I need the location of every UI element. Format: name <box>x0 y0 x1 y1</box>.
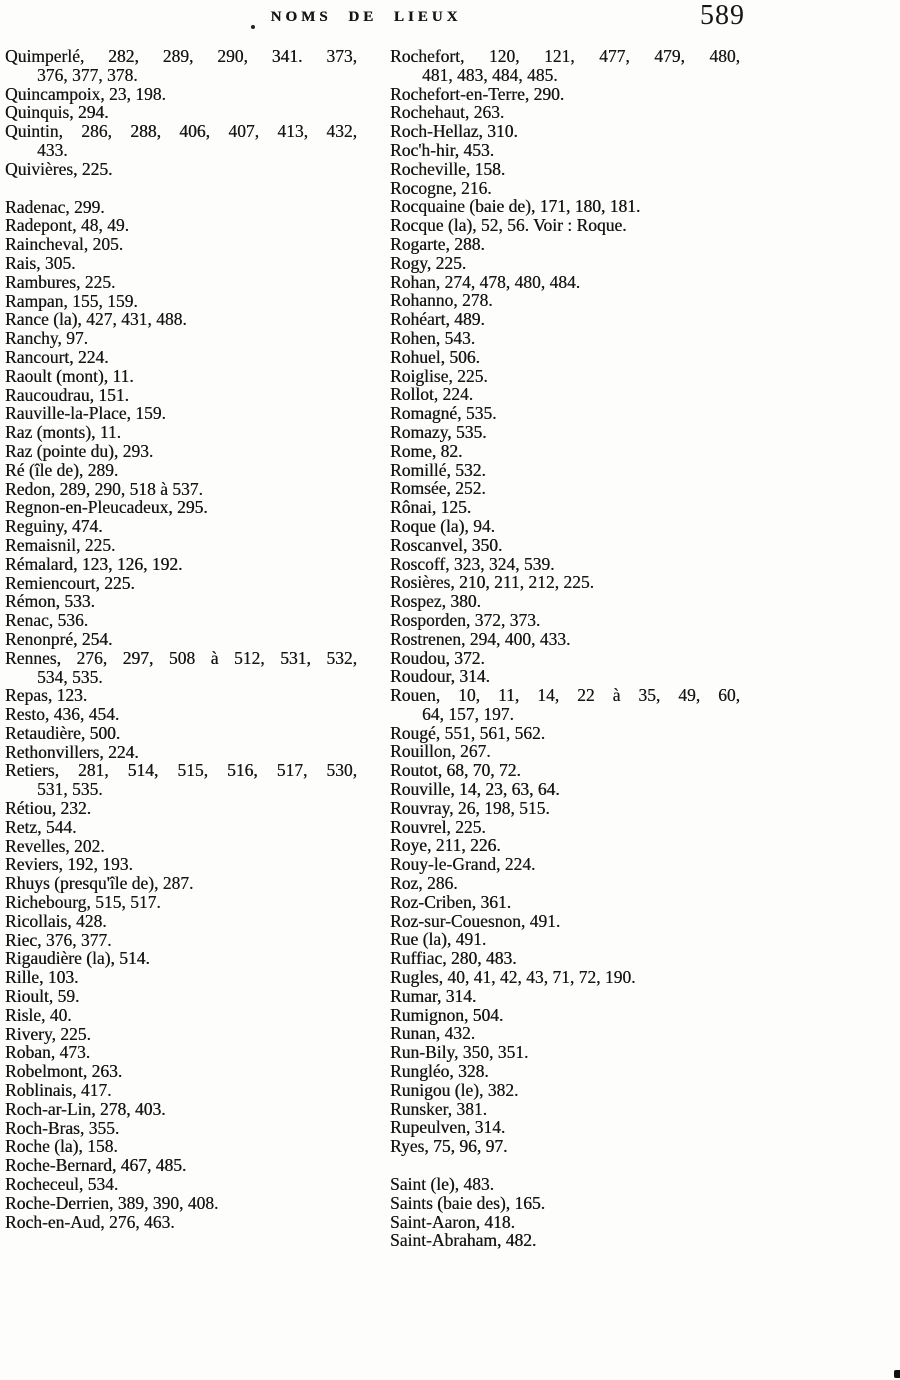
index-entry-line: Rouville, 14, 23, 63, 64. <box>390 779 560 800</box>
index-column-right <box>390 47 740 1250</box>
index-entry-line: Radenac, 299. <box>5 196 105 217</box>
index-entry-line: Rouy-le-Grand, 224. <box>390 854 536 875</box>
index-entry-line: Roban, 473. <box>5 1042 91 1063</box>
index-entry <box>390 310 740 329</box>
index-entry <box>5 480 357 499</box>
index-entry <box>5 536 357 555</box>
index-entry <box>390 103 740 122</box>
index-entry <box>390 592 740 611</box>
index-entry <box>5 686 357 705</box>
index-entry-line: Quintin, 286, 288, 406, 407, 413, 432, <box>5 121 357 142</box>
index-entry <box>390 291 740 310</box>
index-entry <box>5 103 357 122</box>
index-entry <box>5 893 357 912</box>
index-entry-line: Rochefort-en-Terre, 290. <box>390 83 565 104</box>
index-entry-line: Roc'h-hir, 453. <box>390 139 495 160</box>
ink-speck <box>251 25 255 29</box>
index-entry <box>5 724 357 743</box>
index-entry-line: Roch-Hellaz, 310. <box>390 121 518 142</box>
index-entry <box>390 479 740 498</box>
index-entry-line: Ryes, 75, 96, 97. <box>390 1136 508 1157</box>
index-entry-line: Renonpré, 254. <box>5 628 113 649</box>
index-entry-line: Rohanno, 278. <box>390 290 493 311</box>
index-entry <box>5 1156 357 1175</box>
index-entry-line: Rampan, 155, 159. <box>5 290 138 311</box>
index-entry-line: Rumar, 314. <box>390 985 477 1006</box>
index-entry <box>5 1043 357 1062</box>
index-entry <box>390 216 740 235</box>
index-entry <box>390 536 740 555</box>
index-entry-line: Rue (la), 491. <box>390 929 487 950</box>
index-entry <box>5 85 357 104</box>
index-entry-line: Rouillon, 267. <box>390 741 491 762</box>
index-entry <box>5 1194 357 1213</box>
index-entry-line: Saint-Abraham, 482. <box>390 1230 537 1251</box>
index-entry <box>5 592 357 611</box>
index-entry-line: Retaudière, 500. <box>5 722 121 743</box>
index-entry <box>390 442 740 461</box>
index-entry <box>390 555 740 574</box>
index-entry <box>390 1194 740 1213</box>
index-entry <box>390 611 740 630</box>
index-entry-line: Rogy, 225. <box>390 252 467 273</box>
index-entry-line: Retiers, 281, 514, 515, 516, 517, 530, <box>5 760 357 781</box>
index-entry <box>390 329 740 348</box>
index-entry-line: Rille, 103. <box>5 967 79 988</box>
index-entry <box>5 855 357 874</box>
index-entry-line: Reguiny, 474. <box>5 516 103 537</box>
index-entry <box>390 1137 740 1156</box>
index-entry-line: Rohuel, 506. <box>390 346 480 367</box>
index-entry-line: Runsker, 381. <box>390 1098 488 1119</box>
index-entry-line: Quivières, 225. <box>5 158 113 179</box>
index-entry-line: Rouen, 10, 11, 14, 22 à 35, 49, 60, <box>390 685 740 706</box>
index-entry-line: Rochefort, 120, 121, 477, 479, 480, <box>390 46 740 66</box>
index-entry <box>390 742 740 761</box>
index-entry-line: Roch-ar-Lin, 278, 403. <box>5 1098 166 1119</box>
index-entry-line: Rivery, 225. <box>5 1023 91 1044</box>
index-entry <box>5 574 357 593</box>
index-entry <box>390 667 740 686</box>
index-entry <box>390 1043 740 1062</box>
index-entry-line: Rance (la), 427, 431, 488. <box>5 309 187 330</box>
index-entry-line: Quincampoix, 23, 198. <box>5 83 166 104</box>
index-entry-line: 64, 157, 197. <box>422 703 514 724</box>
index-entry <box>5 1119 357 1138</box>
index-entry-line: Rostrenen, 294, 400, 433. <box>390 628 571 649</box>
index-entry <box>5 273 357 292</box>
index-entry <box>390 1175 740 1194</box>
index-entry <box>5 498 357 517</box>
index-entry-line: Runigou (le), 382. <box>390 1079 519 1100</box>
index-entry <box>390 197 740 216</box>
index-entry-line: Rocquaine (baie de), 171, 180, 181. <box>390 196 641 217</box>
index-entry <box>5 1175 357 1194</box>
index-entry-line: Romsée, 252. <box>390 478 486 499</box>
index-entry-line: Roblinais, 417. <box>5 1080 112 1101</box>
index-entry <box>5 329 357 348</box>
index-entry-line: Rungléo, 328. <box>390 1061 489 1082</box>
index-entry <box>390 517 740 536</box>
index-entry-line: Repas, 123. <box>5 685 88 706</box>
index-entry <box>5 442 357 461</box>
index-entry <box>390 1024 740 1043</box>
index-entry-line: Roudour, 314. <box>390 666 490 687</box>
index-entry-line: Rennes, 276, 297, 508 à 512, 531, 532, <box>5 647 357 668</box>
index-entry <box>390 461 740 480</box>
index-entry <box>5 47 357 85</box>
index-entry <box>390 235 740 254</box>
index-entry-line: Rohéart, 489. <box>390 309 485 330</box>
index-entry-line: Roz-Criben, 361. <box>390 891 512 912</box>
index-entry <box>5 761 357 799</box>
index-entry-line: Richebourg, 515, 517. <box>5 892 161 913</box>
index-entry <box>390 949 740 968</box>
index-entry-line: Retz, 544. <box>5 816 77 837</box>
index-entry-line: Roche-Derrien, 389, 390, 408. <box>5 1192 219 1213</box>
index-entry <box>5 837 357 856</box>
index-entry-line: Rigaudière (la), 514. <box>5 948 150 969</box>
ink-speck <box>894 1370 900 1378</box>
index-entry <box>5 198 357 217</box>
index-entry-line: Roudou, 372. <box>390 647 485 668</box>
index-entry-line: Risle, 40. <box>5 1004 72 1025</box>
index-entry-line: Redon, 289, 290, 518 à 537. <box>5 478 203 499</box>
index-entry <box>390 799 740 818</box>
index-entry <box>5 160 357 179</box>
index-entry-line: Raucoudrau, 151. <box>5 384 129 405</box>
index-entry <box>390 85 740 104</box>
index-entry-line: Regnon-en-Pleucadeux, 295. <box>5 497 208 518</box>
index-entry-line: Roch-Bras, 355. <box>5 1117 120 1138</box>
index-entry-line: Rocheceul, 534. <box>5 1174 119 1195</box>
index-entry-line: Rome, 82. <box>390 440 463 461</box>
index-entry-line: Rohan, 274, 478, 480, 484. <box>390 271 581 292</box>
index-entry <box>390 893 740 912</box>
index-entry-line: Routot, 68, 70, 72. <box>390 760 521 781</box>
index-entry <box>5 1100 357 1119</box>
index-entry-line: Rais, 305. <box>5 252 76 273</box>
index-entry-line: Remiencourt, 225. <box>5 572 135 593</box>
index-entry <box>5 630 357 649</box>
index-entry-line: Rémalard, 123, 126, 192. <box>5 553 183 574</box>
index-entry <box>5 705 357 724</box>
index-group <box>5 47 357 179</box>
index-entry-line: Rupeulven, 314. <box>390 1117 506 1138</box>
index-entry-line: Saints (baie des), 165. <box>390 1192 546 1213</box>
index-entry <box>390 254 740 273</box>
index-entry <box>390 348 740 367</box>
index-entry <box>390 179 740 198</box>
index-entry-line: Roche-Bernard, 467, 485. <box>5 1155 187 1176</box>
index-entry <box>5 1062 357 1081</box>
index-entry-line: Ruffiac, 280, 483. <box>390 948 517 969</box>
index-entry-line: Romillé, 532. <box>390 459 486 480</box>
index-entry <box>5 743 357 762</box>
index-entry-line: Rémon, 533. <box>5 591 95 612</box>
index-entry-line: Rocogne, 216. <box>390 177 492 198</box>
index-entry-line: Roque (la), 94. <box>390 515 495 536</box>
index-entry-line: Rocque (la), 52, 56. Voir : Roque. <box>390 215 627 236</box>
index-entry-line: Roye, 211, 226. <box>390 835 501 856</box>
index-entry-line: Rauville-la-Place, 159. <box>5 403 166 424</box>
index-entry <box>5 1213 357 1232</box>
index-entry <box>390 724 740 743</box>
index-entry <box>390 47 740 85</box>
index-entry-line: Saint (le), 483. <box>390 1174 495 1195</box>
index-entry <box>390 1081 740 1100</box>
index-entry <box>5 461 357 480</box>
index-entry <box>390 160 740 179</box>
index-entry <box>5 818 357 837</box>
index-entry <box>5 968 357 987</box>
index-entry <box>390 630 740 649</box>
index-entry <box>390 404 740 423</box>
index-entry-line: 534, 535. <box>37 666 103 687</box>
index-entry <box>390 1213 740 1232</box>
index-entry <box>5 874 357 893</box>
index-entry-line: Roz-sur-Couesnon, 491. <box>390 910 561 931</box>
index-entry <box>390 818 740 837</box>
index-entry <box>5 235 357 254</box>
index-entry-line: Ranchy, 97. <box>5 328 88 349</box>
index-entry-line: Raoult (mont), 11. <box>5 365 134 386</box>
index-entry <box>390 141 740 160</box>
index-entry <box>5 912 357 931</box>
index-entry-line: Rethonvillers, 224. <box>5 741 139 762</box>
index-entry <box>390 367 740 386</box>
index-entry-line: Ricollais, 428. <box>5 910 107 931</box>
index-entry <box>390 1006 740 1025</box>
index-entry <box>5 216 357 235</box>
index-entry <box>390 686 740 724</box>
index-entry <box>390 874 740 893</box>
index-entry-line: Rumignon, 504. <box>390 1004 504 1025</box>
index-entry-line: Romazy, 535. <box>390 421 487 442</box>
index-entry <box>390 423 740 442</box>
index-entry <box>390 968 740 987</box>
page-number: 589 <box>700 0 745 31</box>
index-entry-line: Run-Bily, 350, 351. <box>390 1042 529 1063</box>
index-column-left <box>5 47 357 1231</box>
index-entry-line: Roch-en-Aud, 276, 463. <box>5 1211 175 1232</box>
index-entry <box>5 649 357 687</box>
index-entry-line: Resto, 436, 454. <box>5 704 120 725</box>
index-entry <box>5 1025 357 1044</box>
index-entry-line: Rétiou, 232. <box>5 798 92 819</box>
index-entry-line: Rollot, 224. <box>390 384 474 405</box>
index-entry-line: Roscoff, 323, 324, 539. <box>390 553 555 574</box>
index-entry-line: Remaisnil, 225. <box>5 534 116 555</box>
index-entry-line: Rugles, 40, 41, 42, 43, 71, 72, 190. <box>390 967 636 988</box>
index-entry-line: Rochehaut, 263. <box>390 102 505 123</box>
index-entry-line: Rosières, 210, 211, 212, 225. <box>390 572 594 593</box>
index-entry <box>390 761 740 780</box>
index-entry <box>390 987 740 1006</box>
index-entry-line: Rospez, 380. <box>390 591 481 612</box>
index-entry-line: Robelmont, 263. <box>5 1061 123 1082</box>
index-entry <box>390 836 740 855</box>
index-entry-line: Rouvray, 26, 198, 515. <box>390 797 550 818</box>
index-entry-line: Rougé, 551, 561, 562. <box>390 722 546 743</box>
index-entry <box>390 498 740 517</box>
index-entry <box>5 348 357 367</box>
index-entry-line: Saint-Aaron, 418. <box>390 1211 515 1232</box>
index-entry <box>5 292 357 311</box>
index-entry <box>390 930 740 949</box>
index-entry <box>5 555 357 574</box>
index-entry <box>5 1137 357 1156</box>
index-entry-line: Rocheville, 158. <box>390 158 506 179</box>
index-entry-line: Rambures, 225. <box>5 271 116 292</box>
index-entry-line: Runan, 432. <box>390 1023 476 1044</box>
index-entry-line: Reviers, 192, 193. <box>5 854 133 875</box>
index-entry <box>5 1006 357 1025</box>
index-entry-line: Rancourt, 224. <box>5 346 109 367</box>
index-entry-line: Rogarte, 288. <box>390 233 485 254</box>
running-header <box>0 0 750 38</box>
index-entry-line: 376, 377, 378. <box>37 64 138 85</box>
index-entry <box>390 649 740 668</box>
index-entry <box>390 1062 740 1081</box>
index-entry <box>5 799 357 818</box>
index-entry <box>390 122 740 141</box>
index-entry-line: Roscanvel, 350. <box>390 534 503 555</box>
index-entry-line: Radepont, 48, 49. <box>5 215 129 236</box>
index-entry <box>390 1118 740 1137</box>
index-entry <box>390 573 740 592</box>
index-group <box>5 198 357 1232</box>
index-entry <box>390 273 740 292</box>
index-entry <box>390 780 740 799</box>
index-entry <box>5 310 357 329</box>
index-entry-line: Raz (pointe du), 293. <box>5 440 154 461</box>
index-entry-line: Rioult, 59. <box>5 986 80 1007</box>
index-entry-line: 481, 483, 484, 485. <box>422 64 558 85</box>
index-entry-line: Riec, 376, 377. <box>5 929 112 950</box>
index-entry <box>5 611 357 630</box>
index-entry <box>5 949 357 968</box>
index-entry <box>390 855 740 874</box>
index-entry <box>5 404 357 423</box>
index-entry <box>5 1081 357 1100</box>
index-entry <box>5 367 357 386</box>
index-entry-line: Rohen, 543. <box>390 327 476 348</box>
index-entry-line: Roiglise, 225. <box>390 365 488 386</box>
index-entry <box>390 912 740 931</box>
index-entry <box>5 386 357 405</box>
index-entry-line: Rhuys (presqu'île de), 287. <box>5 873 194 894</box>
index-entry-line: 531, 535. <box>37 779 103 800</box>
index-entry <box>390 385 740 404</box>
index-entry-line: 433. <box>37 139 68 160</box>
index-entry-line: Rosporden, 372, 373. <box>390 609 541 630</box>
index-entry-line: Revelles, 202. <box>5 835 105 856</box>
index-entry <box>5 122 357 160</box>
index-entry <box>390 1100 740 1119</box>
index-entry-line: Roche (la), 158. <box>5 1136 118 1157</box>
index-entry <box>5 517 357 536</box>
index-entry-line: Quimperlé, 282, 289, 290, 341. 373, <box>5 46 357 66</box>
index-entry-line: Roz, 286. <box>390 873 458 894</box>
index-entry-line: Raincheval, 205. <box>5 234 124 255</box>
index-entry-line: Rônai, 125. <box>390 497 472 518</box>
index-entry <box>390 1231 740 1250</box>
running-title: NOMS DE LIEUX <box>270 9 462 25</box>
index-entry-line: Renac, 536. <box>5 610 89 631</box>
index-group <box>390 47 740 1156</box>
index-entry <box>5 987 357 1006</box>
index-entry <box>5 423 357 442</box>
index-entry <box>5 254 357 273</box>
index-entry-line: Ré (île de), 289. <box>5 459 119 480</box>
index-entry <box>5 931 357 950</box>
index-entry-line: Quinquis, 294. <box>5 102 109 123</box>
index-entry-line: Romagné, 535. <box>390 403 497 424</box>
index-group <box>390 1175 740 1250</box>
index-entry-line: Rouvrel, 225. <box>390 816 486 837</box>
index-entry-line: Raz (monts), 11. <box>5 422 121 443</box>
